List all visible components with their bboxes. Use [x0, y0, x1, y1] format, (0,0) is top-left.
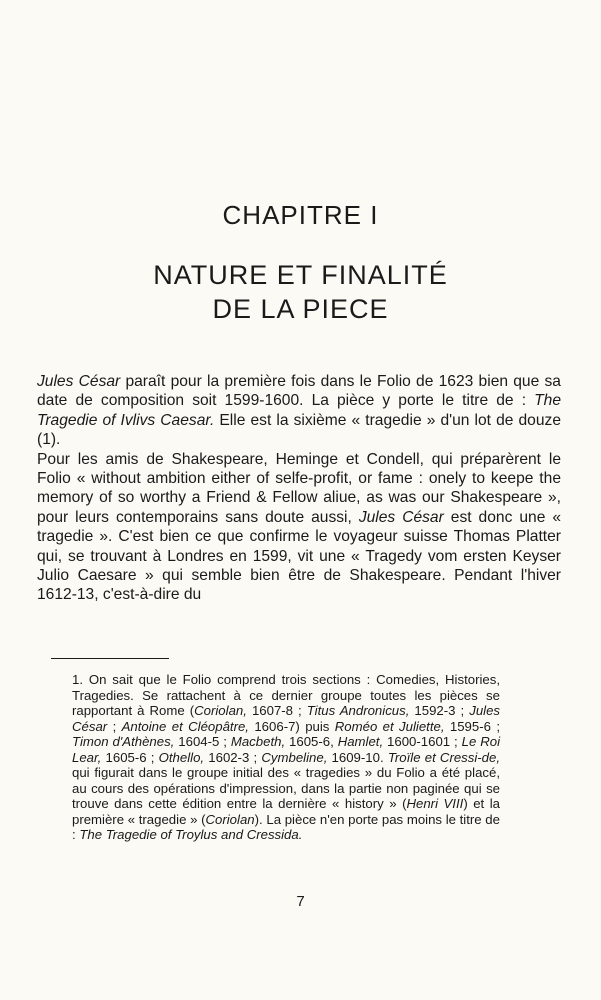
italic-run: The Tragedie of Troylus and Cressida. — [79, 827, 303, 843]
chapter-label: CHAPITRE I — [222, 200, 379, 230]
italic-run: Titus Andronicus, — [306, 703, 410, 719]
italic-run: Coriolan — [205, 811, 255, 827]
body-text — [37, 372, 561, 605]
italic-run: Antoine et Cléopâtre, — [121, 718, 249, 734]
paragraph-2: Pour les amis de Shakespeare, Heminge et Condell, qui préparèrent le Folio « without ambition either of selfe-profit, or fame : onely to keepe the memory of so worthy a Friend & Fellow aliue, as was our Shakespeare », pour leurs contemporains sans doute aussi, Jules César est donc une « tragedie ». C'est bien ce que confirme le voyageur suisse Thomas Platter qui, se trouvant à Londres en 1599, vit une « Tragedy vom ersten Keyser Julio Caesare » qui semble bien être de Shakespeare. Pendant l'hiver 1612-13, c'est-à-dire du — [37, 450, 562, 604]
footnote — [72, 672, 500, 843]
italic-run: Othello, — [158, 749, 205, 765]
italic-run: Coriolan, — [194, 703, 247, 719]
page-number: 7 — [296, 893, 305, 910]
italic-run: Hamlet, — [337, 734, 384, 750]
italic-run: Roméo et Juliette, — [334, 718, 445, 734]
footnote-1: 1. On sait que le Folio comprend trois sections : Comedies, Histories, Tragedies. Se rattachent à ce dernier groupe toutes les pièces se rapportant à Rome (Coriolan, 1607-8 ; Titus Andronicus, 1592-3 ; Jules César ; Antoine et Cléopâtre, 1606-7) puis Roméo et Juliette, 1595-6 ; Timon d'Athènes, 1604-5 ; Macbeth, 1605-6, Hamlet, 1600-1601 ; Le Roi Lear, 1605-6 ; Othello, 1602-3 ; Cymbeline, 1609-10. Troïle et Cressi-de, qui figurait dans le groupe initial des « tragedies » du Folio a été placé, au cours des opérations d'impression, dans la partie non paginée qui se trouve dans cette édition entre la dernière « history » (Henri VIII) et la première « tragedie » (Coriolan). La pièce n'en porte pas moins le titre de : The Tragedie of Troylus and Cressida. — [72, 672, 501, 843]
italic-run: Cymbeline, — [261, 749, 328, 765]
italic-run: Jules César — [37, 373, 121, 390]
italic-run: The Tragedie of Ivlivs Caesar. — [37, 392, 561, 429]
italic-run: Timon d'Athènes, — [72, 734, 175, 750]
chapter-title-line-1: NATURE ET FINALITÉ — [153, 260, 448, 290]
italic-run: Troïle et Cressi-de, — [387, 749, 501, 765]
paragraph-1: Jules César paraît pour la première fois dans le Folio de 1623 bien que sa date de composition soit 1599-1600. La pièce y porte le titre de : The Tragedie of Ivlivs Caesar. Elle est la sixième « tragedie » d'un lot de douze (1). — [37, 373, 561, 449]
footnote-separator — [51, 658, 169, 659]
italic-run: Macbeth, — [230, 734, 286, 750]
italic-run: Jules César — [72, 703, 501, 734]
italic-run: Le Roi Lear, — [72, 734, 501, 765]
italic-run: Jules César — [358, 508, 444, 526]
chapter-title — [0, 258, 601, 326]
chapter-title-line-2: DE LA PIECE — [212, 294, 389, 324]
italic-run: Henri VIII — [406, 796, 464, 812]
